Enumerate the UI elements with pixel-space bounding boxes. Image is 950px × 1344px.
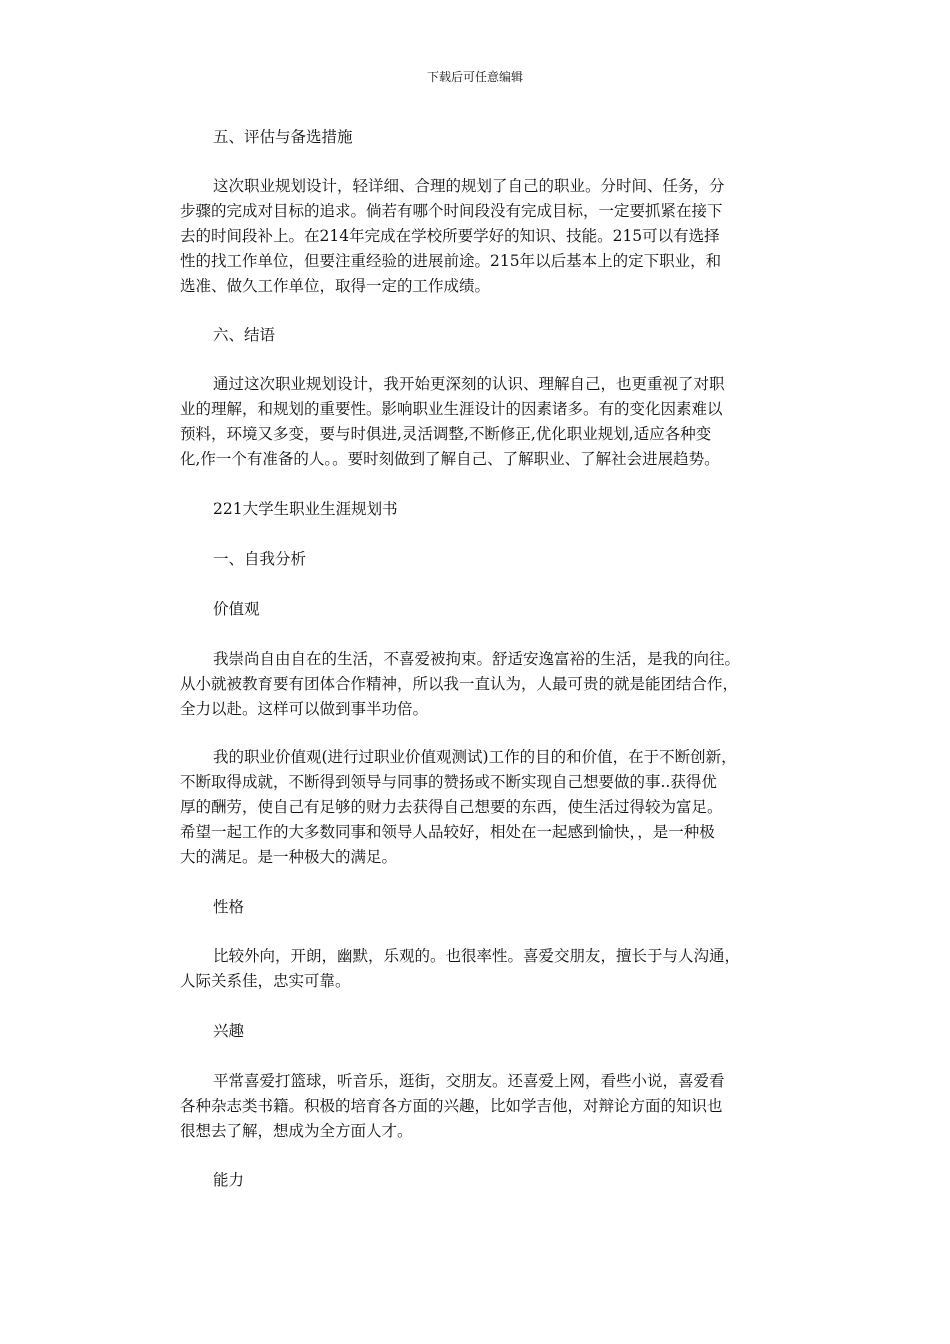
paragraph (180, 944, 780, 994)
paragraph-line: 去的时间段补上。在214年完成在学校所要学好的知识、技能。215可以有选择 (180, 227, 720, 245)
paragraph (180, 372, 780, 472)
paragraph-line: 步骤的完成对目标的追求。倘若有哪个时间段没有完成目标，一定要抓紧在接下 (180, 202, 723, 220)
paragraph-line: 预料，环境又多变，要与时俱进,灵活调整,不断修正,优化职业规划,适应各种变 (180, 425, 712, 443)
paragraph-line: 厚的酬劳，使自己有足够的财力去获得自己想要的东西，使生活过得较为富足。 (180, 798, 723, 816)
subsection-heading: 能力 (213, 1171, 245, 1189)
paragraph-line: 很想去了解，想成为全方面人才。 (180, 1122, 413, 1140)
section-heading: 一、自我分析 (213, 550, 307, 568)
paragraph (180, 174, 780, 299)
paragraph-line: 不断取得成就，不断得到领导与同事的赞扬或不断实现自己想要做的事..获得优 (180, 773, 717, 791)
paragraph-line: 希望一起工作的大多数同事和领导人品较好，相处在一起感到愉快，，是一种极 (180, 823, 715, 841)
paragraph-line: 选准、做久工作单位，取得一定的工作成绩。 (180, 277, 491, 295)
paragraph-line: 人际关系佳，忠实可靠。 (180, 972, 351, 990)
paragraph-line: 我崇尚自由自在的生活，不喜爱被拘束。舒适安逸富裕的生活，是我的向往。 (213, 650, 741, 668)
paragraph-line: 比较外向，开朗，幽默，乐观的。也很率性。喜爱交朋友，擅长于与人沟通， (213, 947, 741, 965)
section-heading: 五、评估与备选措施 (213, 128, 353, 146)
paragraph (180, 647, 780, 722)
paragraph-line: 从小就被教育要有团体合作精神，所以我一直认为，人最可贵的就是能团结合作， (180, 675, 739, 693)
paragraph-line: 我的职业价值观(进行过职业价值观测试)工作的目的和价值，在于不断创新， (213, 748, 737, 766)
document-title: 221大学生职业生涯规划书 (213, 500, 398, 518)
paragraph-line: 这次职业规划设计，轻详细、合理的规划了自己的职业。分时间、任务，分 (213, 177, 725, 195)
subsection-heading: 价值观 (213, 600, 260, 618)
paragraph-line: 全力以赴。这样可以做到事半功倍。 (180, 700, 429, 718)
paragraph-line: 通过这次职业规划设计，我开始更深刻的认识、理解自己，也更重视了对职 (213, 375, 725, 393)
subsection-heading: 兴趣 (213, 1022, 245, 1040)
paragraph-line: 化,作一个有准备的人。。要时刻做到了解自己、了解职业、了解社会进展趋势。 (180, 450, 720, 468)
section-heading: 六、结语 (213, 326, 276, 344)
paragraph-line: 大的满足。是一种极大的满足。 (180, 848, 398, 866)
paragraph (180, 745, 780, 870)
subsection-heading: 性格 (213, 898, 245, 916)
paragraph-line: 业的理解，和规划的重要性。影响职业生涯设计的因素诸多。有的变化因素难以 (180, 400, 723, 418)
page-header: 下载后可任意编辑 (426, 70, 523, 84)
paragraph (180, 1069, 780, 1144)
paragraph-line: 平常喜爱打篮球，听音乐，逛街，交朋友。还喜爱上网，看些小说，喜爱看 (213, 1072, 725, 1090)
paragraph-line: 性的找工作单位，但要注重经验的进展前途。215年以后基本上的定下职业，和 (180, 252, 722, 270)
paragraph-line: 各种杂志类书籍。积极的培育各方面的兴趣，比如学吉他，对辩论方面的知识也 (180, 1097, 723, 1115)
